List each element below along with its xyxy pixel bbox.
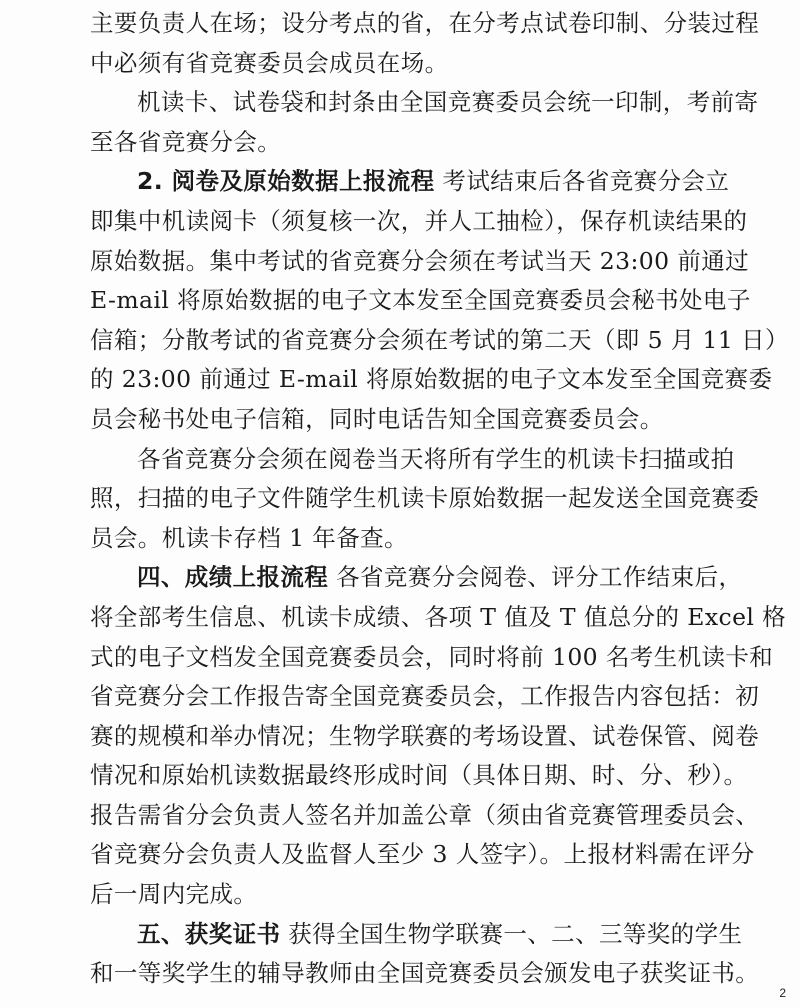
text-run: 省竞赛分会工作报告寄全国竞赛委员会，工作报告内容包括：初 <box>90 682 760 711</box>
text-run: 获得全国生物学联赛一、二、三等奖的学生 <box>280 919 743 948</box>
text-run: 赛的规模和举办情况；生物学联赛的考场设置、试卷保管、阅卷 <box>90 721 760 750</box>
text-line <box>90 519 730 559</box>
section-heading: 五、获奖证书 <box>137 919 281 948</box>
text-run: 各省竞赛分会须在阅卷当天将所有学生的机读卡扫描或拍 <box>137 444 735 473</box>
text-run: 即集中机读阅卡（须复核一次，并人工抽检），保存机读结果的 <box>90 206 748 235</box>
text-line <box>90 638 774 678</box>
text-line <box>90 4 760 44</box>
text-run: 情况和原始机读数据最终形成时间（具体日期、时、分、秒）。 <box>90 761 748 790</box>
section-heading: 四、成绩上报流程 <box>137 563 329 592</box>
text-run: 员会。机读卡存档 1 年备查。 <box>90 523 408 552</box>
text-run: 员会秘书处电子信箱，同时电话告知全国竞赛委员会。 <box>90 404 664 433</box>
text-line <box>90 44 730 84</box>
text-run: E-mail 将原始数据的电子文本发至全国竞赛委员会秘书处电子 <box>90 286 751 315</box>
text-line <box>90 360 773 400</box>
paragraph-first-line <box>90 83 759 123</box>
text-run: 将全部考生信息、机读卡成绩、各项 T 值及 T 值总分的 Excel 格 <box>90 602 787 631</box>
section-heading-line <box>90 162 730 202</box>
section-heading: 2. 阅卷及原始数据上报流程 <box>137 167 435 196</box>
text-line <box>90 756 748 796</box>
text-run: 至各省竞赛分会。 <box>90 127 282 156</box>
text-line <box>90 479 760 519</box>
text-run: 主要负责人在场；设分考点的省，在分考点试卷印制、分装过程 <box>90 9 760 37</box>
text-run: 照，扫描的电子文件随学生机读卡原始数据一起发送全国竞赛委 <box>90 484 760 513</box>
text-run: 信箱；分散考试的省竞赛分会须在考试的第二天（即 5 月 11 日） <box>90 325 789 354</box>
text-line <box>90 598 787 638</box>
text-run: 的 23:00 前通过 E-mail 将原始数据的电子文本发至全国竞赛委 <box>90 365 773 394</box>
text-run: 中必须有省竞赛委员会成员在场。 <box>90 48 449 77</box>
section-heading-line <box>90 558 743 598</box>
page-number: 2 <box>779 986 786 1000</box>
document-body <box>90 4 789 994</box>
text-line <box>90 875 730 915</box>
text-line <box>90 796 760 836</box>
text-run: 式的电子文档发全国竞赛委员会，同时将前 100 名考生机读卡和 <box>90 642 774 671</box>
text-run: 省竞赛分会负责人及监督人至少 3 人签字）。上报材料需在评分 <box>90 840 755 869</box>
text-run: 和一等奖学生的辅导教师由全国竞赛委员会颁发电子获奖证书。 <box>90 959 760 988</box>
text-run: 机读卡、试卷袋和封条由全国竞赛委员会统一印制，考前寄 <box>137 88 759 117</box>
text-line <box>90 717 760 757</box>
text-run: 报告需省分会负责人签名并加盖公章（须由省竞赛管理委员会、 <box>90 800 760 829</box>
text-line <box>90 400 730 440</box>
text-run: 考试结束后各省竞赛分会立 <box>434 167 730 196</box>
text-run: 原始数据。集中考试的省竞赛分会须在考试当天 23:00 前通过 <box>90 246 750 275</box>
text-line <box>90 242 750 282</box>
text-run: 后一周内完成。 <box>90 880 258 909</box>
text-line <box>90 954 760 994</box>
text-run: 各省竞赛分会阅卷、评分工作结束后， <box>328 563 743 592</box>
text-line <box>90 202 748 242</box>
text-line <box>90 281 751 321</box>
section-heading-line <box>90 915 743 955</box>
text-line <box>90 321 789 361</box>
text-line <box>90 123 730 163</box>
text-line <box>90 677 760 717</box>
paragraph-first-line <box>90 440 735 480</box>
text-line <box>90 835 755 875</box>
